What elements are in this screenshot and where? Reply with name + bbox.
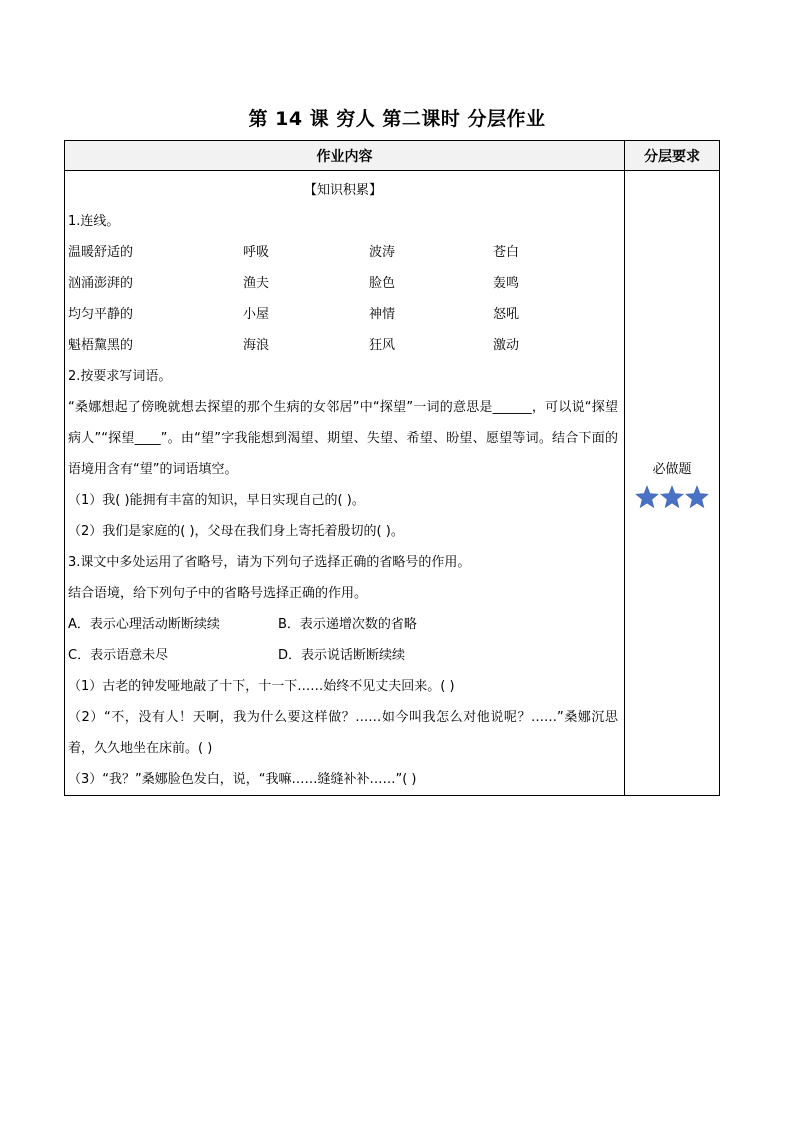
matching-cell: 小屋 — [243, 307, 270, 322]
q2-item-1: （1）我( )能拥有丰富的知识，早日实现自己的( )。 — [68, 493, 365, 508]
matching-cell: 温暖舒适的 — [68, 245, 134, 260]
matching-row — [68, 237, 618, 268]
matching-cell: 苍白 — [493, 245, 520, 260]
q3-options-row — [68, 640, 618, 671]
requirement-column-header: 分层要求 — [625, 141, 720, 171]
q2-prompt: 2.按要求写词语。 — [68, 369, 172, 384]
difficulty-stars — [625, 485, 719, 509]
matching-cell: 海浪 — [243, 338, 270, 353]
q1-prompt: 1.连线。 — [68, 214, 120, 229]
matching-row — [68, 330, 618, 361]
matching-cell: 波涛 — [369, 245, 396, 260]
matching-cell: 激动 — [493, 338, 520, 353]
matching-cell: 均匀平静的 — [68, 307, 134, 322]
homework-content-cell — [65, 171, 625, 796]
requirement-label: 必做题 — [652, 461, 692, 477]
matching-cell: 魁梧黧黑的 — [68, 338, 134, 353]
q3-prompt: 3.课文中多处运用了省略号，请为下列句子选择正确的省略号的作用。 — [68, 555, 471, 570]
q3-subprompt: 结合语境，给下列句子中的省略号选择正确的作用。 — [68, 586, 368, 601]
matching-cell: 呼吸 — [243, 245, 270, 260]
option-c: C．表示语意未尽 — [68, 648, 169, 663]
q3-item-3: （3）“我？”桑娜脸色发白，说，“我嘛……缝缝补补……”( ) — [68, 772, 417, 787]
section-heading: 【知识积累】 — [303, 183, 382, 198]
option-b: B．表示递增次数的省略 — [278, 617, 417, 632]
requirement-cell — [625, 171, 720, 796]
matching-row — [68, 299, 618, 330]
matching-cell: 神情 — [369, 307, 396, 322]
option-d: D．表示说话断断续续 — [278, 648, 406, 663]
q3-options-row — [68, 609, 618, 640]
star-icon — [635, 485, 659, 509]
q2-item-2: （2）我们是家庭的( )，父母在我们身上寄托着殷切的( )。 — [68, 524, 404, 539]
q2-paragraph: “桑娜想起了傍晚就想去探望的那个生病的女邻居”中“探望”一词的意思是______，可以说“探望病人”“探望____”。由“望”字我能想到渴望、期望、失望、希望、盼望、愿望等词。结合下面的语境用含有“望”的词语填空。 — [68, 400, 618, 477]
option-a: A．表示心理活动断断续续 — [68, 617, 220, 632]
matching-cell: 渔夫 — [243, 276, 270, 291]
content-column-header: 作业内容 — [65, 141, 625, 171]
matching-cell: 怒吼 — [493, 307, 520, 322]
q3-item-1: （1）古老的钟发哑地敲了十下，十一下……始终不见丈夫回来。( ) — [68, 679, 455, 694]
star-icon — [660, 485, 684, 509]
matching-cell: 轰鸣 — [493, 276, 520, 291]
star-icon — [685, 485, 709, 509]
matching-row — [68, 268, 618, 299]
q3-item-2: （2）“不，没有人！天啊，我为什么要这样做？……如今叫我怎么对他说呢？……”桑娜沉思着，久久地坐在床前。( ) — [68, 710, 618, 756]
page-title: 第 14 课 穷人 第二课时 分层作业 — [248, 108, 546, 130]
q1-matching-grid — [68, 237, 618, 361]
matching-cell: 狂风 — [369, 338, 396, 353]
matching-cell: 脸色 — [369, 276, 396, 291]
homework-table — [64, 140, 720, 796]
matching-cell: 汹涌澎湃的 — [68, 276, 134, 291]
